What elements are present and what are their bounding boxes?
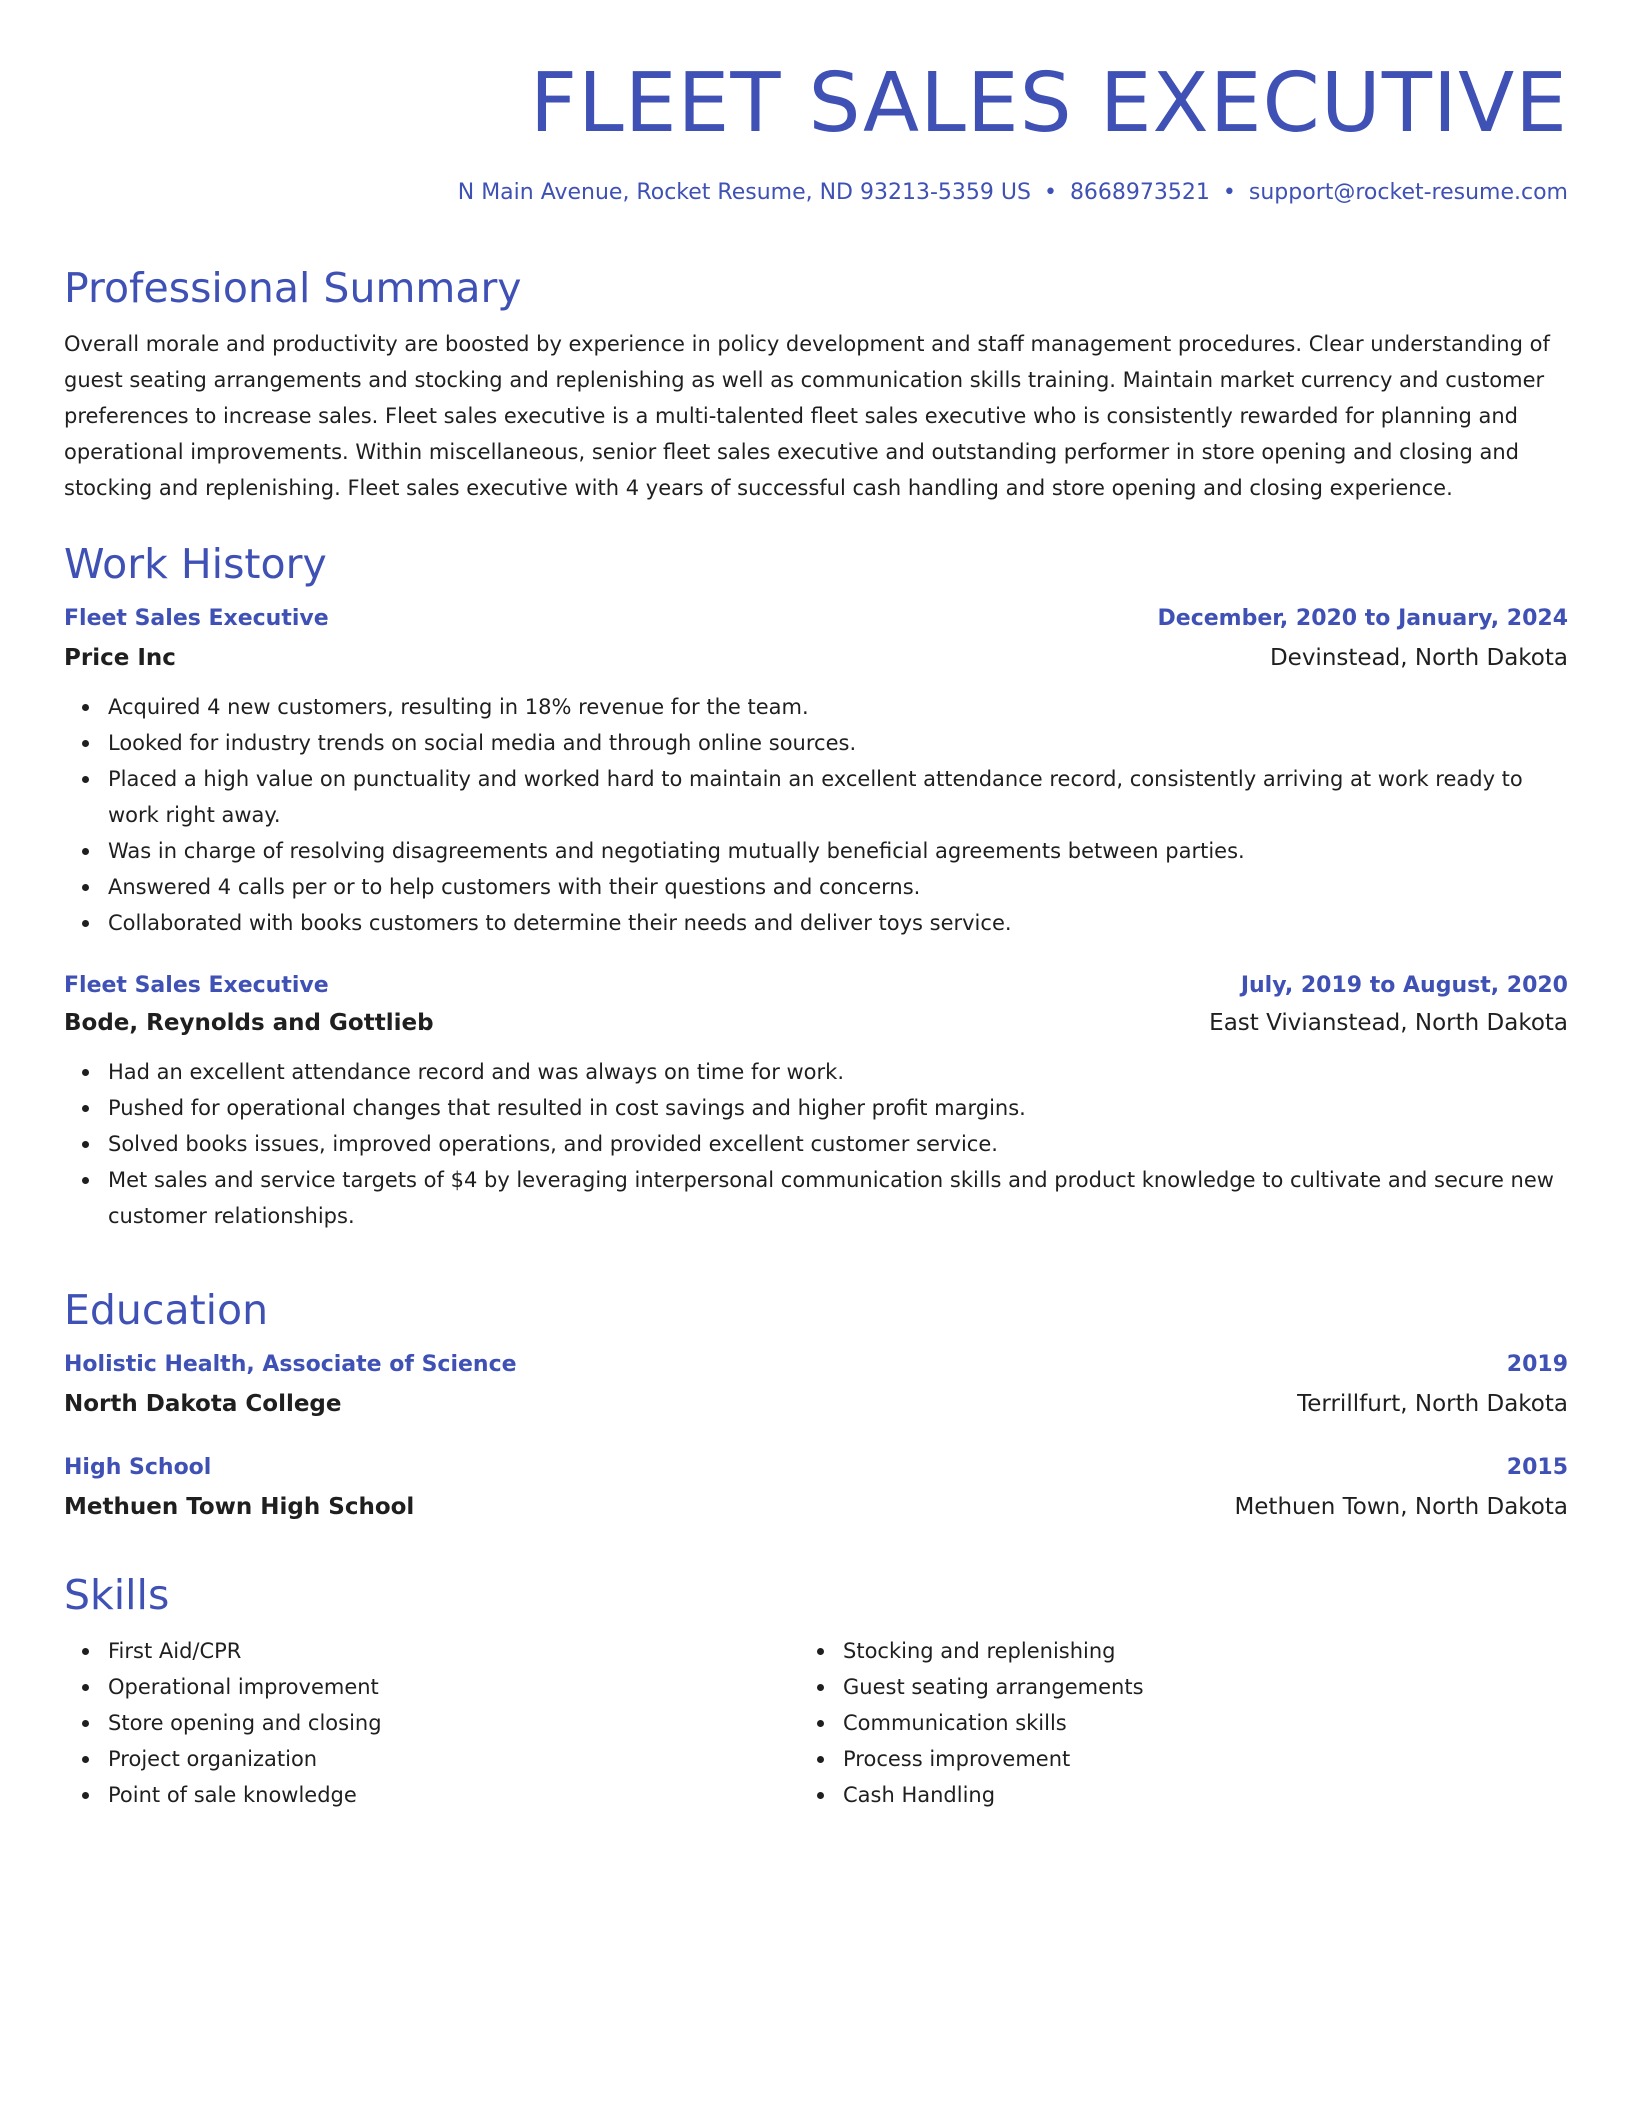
education-org-row — [64, 1387, 1568, 1421]
contact-phone[interactable]: 8668973521 — [1069, 180, 1210, 205]
section-title-summary: Professional Summary — [64, 264, 522, 312]
skill-item: Stocking and replenishing — [843, 1633, 1144, 1669]
job-title: Fleet Sales Executive — [64, 973, 329, 998]
job-company: Bode, Reynolds and Gottlieb — [64, 1010, 434, 1036]
skill-item: Communication skills — [843, 1705, 1144, 1741]
section-title-skills: Skills — [64, 1571, 170, 1619]
job-dates: December, 2020 to January, 2024 — [1157, 606, 1568, 631]
job-location: East Vivianstead, North Dakota — [1209, 1010, 1568, 1036]
education-header-row — [64, 1348, 1568, 1382]
skill-item: Store opening and closing — [108, 1705, 799, 1741]
education-school: Methuen Town High School — [64, 1494, 415, 1520]
education-year: 2015 — [1506, 1455, 1568, 1480]
education-year: 2019 — [1506, 1352, 1568, 1377]
education-school: North Dakota College — [64, 1391, 342, 1417]
job-bullets — [64, 1054, 1568, 1234]
job-dates: July, 2019 to August, 2020 — [1240, 973, 1568, 998]
contact-separator: • — [1222, 180, 1236, 205]
job-header-row — [64, 602, 1568, 636]
skill-item: Process improvement — [843, 1741, 1144, 1777]
education-section — [64, 1284, 1568, 1524]
job-org-row — [64, 1006, 1568, 1040]
job-bullet: Answered 4 calls per or to help customers with their questions and concerns. — [108, 869, 1568, 905]
job-bullet: Collaborated with books customers to determine their needs and deliver toys service. — [108, 905, 1568, 941]
skill-item: Project organization — [108, 1741, 799, 1777]
work-history-section — [64, 538, 1568, 1234]
job-org-row — [64, 641, 1568, 675]
job-bullet: Was in charge of resolving disagreements and negotiating mutually beneficial agreements between parties. — [108, 833, 1568, 869]
education-entry — [64, 1348, 1568, 1421]
job-bullet: Pushed for operational changes that resulted in cost savings and higher profit margins. — [108, 1090, 1568, 1126]
summary-section — [64, 262, 1568, 506]
job-title: Fleet Sales Executive — [64, 606, 329, 631]
contact-line — [458, 178, 1568, 208]
skills-columns — [64, 1633, 1568, 1813]
section-title-work-history: Work History — [64, 540, 327, 588]
job-header-row — [64, 969, 1568, 1003]
contact-email[interactable]: support@rocket-resume.com — [1248, 180, 1568, 205]
job-bullet: Solved books issues, improved operations, and provided excellent customer service. — [108, 1126, 1568, 1162]
education-header-row — [64, 1451, 1568, 1485]
education-entry — [64, 1451, 1568, 1524]
section-title-education: Education — [64, 1286, 269, 1334]
education-degree: Holistic Health, Associate of Science — [64, 1352, 517, 1377]
job-entry — [64, 602, 1568, 941]
skills-list-left — [64, 1633, 799, 1813]
job-bullet: Looked for industry trends on social media and through online sources. — [108, 725, 1568, 761]
skills-section — [64, 1569, 1568, 1813]
summary-text: Overall morale and productivity are boosted by experience in policy development and staff management procedures. Clear understanding of guest seating arrangements and stocking and replenishing as well as communication skills training. Maintain market currency and customer preferences to increase sales. Fleet sales executive is a multi-talented fleet sales executive who is consistently rewarded for planning and operational improvements. Within miscellaneous, senior fleet sales executive and outstanding performer in store opening and closing and stocking and replenishing. Fleet sales executive with 4 years of successful cash handling and store opening and closing experience. — [64, 332, 1550, 500]
job-bullets — [64, 689, 1568, 941]
resume-name: FLEET SALES EXECUTIVE — [529, 56, 1568, 151]
skill-item: Cash Handling — [843, 1777, 1144, 1813]
job-location: Devinstead, North Dakota — [1269, 645, 1568, 671]
skill-item: First Aid/CPR — [108, 1633, 799, 1669]
skill-item: Point of sale knowledge — [108, 1777, 799, 1813]
job-bullet: Met sales and service targets of $4 by leveraging interpersonal communication skills and product knowledge to cultivate and secure new customer relationships. — [108, 1162, 1568, 1234]
education-org-row — [64, 1490, 1568, 1524]
job-bullet: Acquired 4 new customers, resulting in 18% revenue for the team. — [108, 689, 1568, 725]
job-bullet: Placed a high value on punctuality and worked hard to maintain an excellent attendance record, consistently arriving at work ready to work right away. — [108, 761, 1568, 833]
contact-separator: • — [1043, 180, 1057, 205]
skills-list-right — [799, 1633, 1144, 1813]
skill-item: Operational improvement — [108, 1669, 799, 1705]
contact-address: N Main Avenue, Rocket Resume, ND 93213-5359 US — [457, 180, 1031, 205]
education-location: Methuen Town, North Dakota — [1234, 1494, 1568, 1520]
education-degree: High School — [64, 1455, 212, 1480]
skill-item: Guest seating arrangements — [843, 1669, 1144, 1705]
job-company: Price Inc — [64, 645, 176, 671]
job-entry — [64, 969, 1568, 1234]
job-bullet: Had an excellent attendance record and was always on time for work. — [108, 1054, 1568, 1090]
education-location: Terrillfurt, North Dakota — [1297, 1391, 1568, 1417]
